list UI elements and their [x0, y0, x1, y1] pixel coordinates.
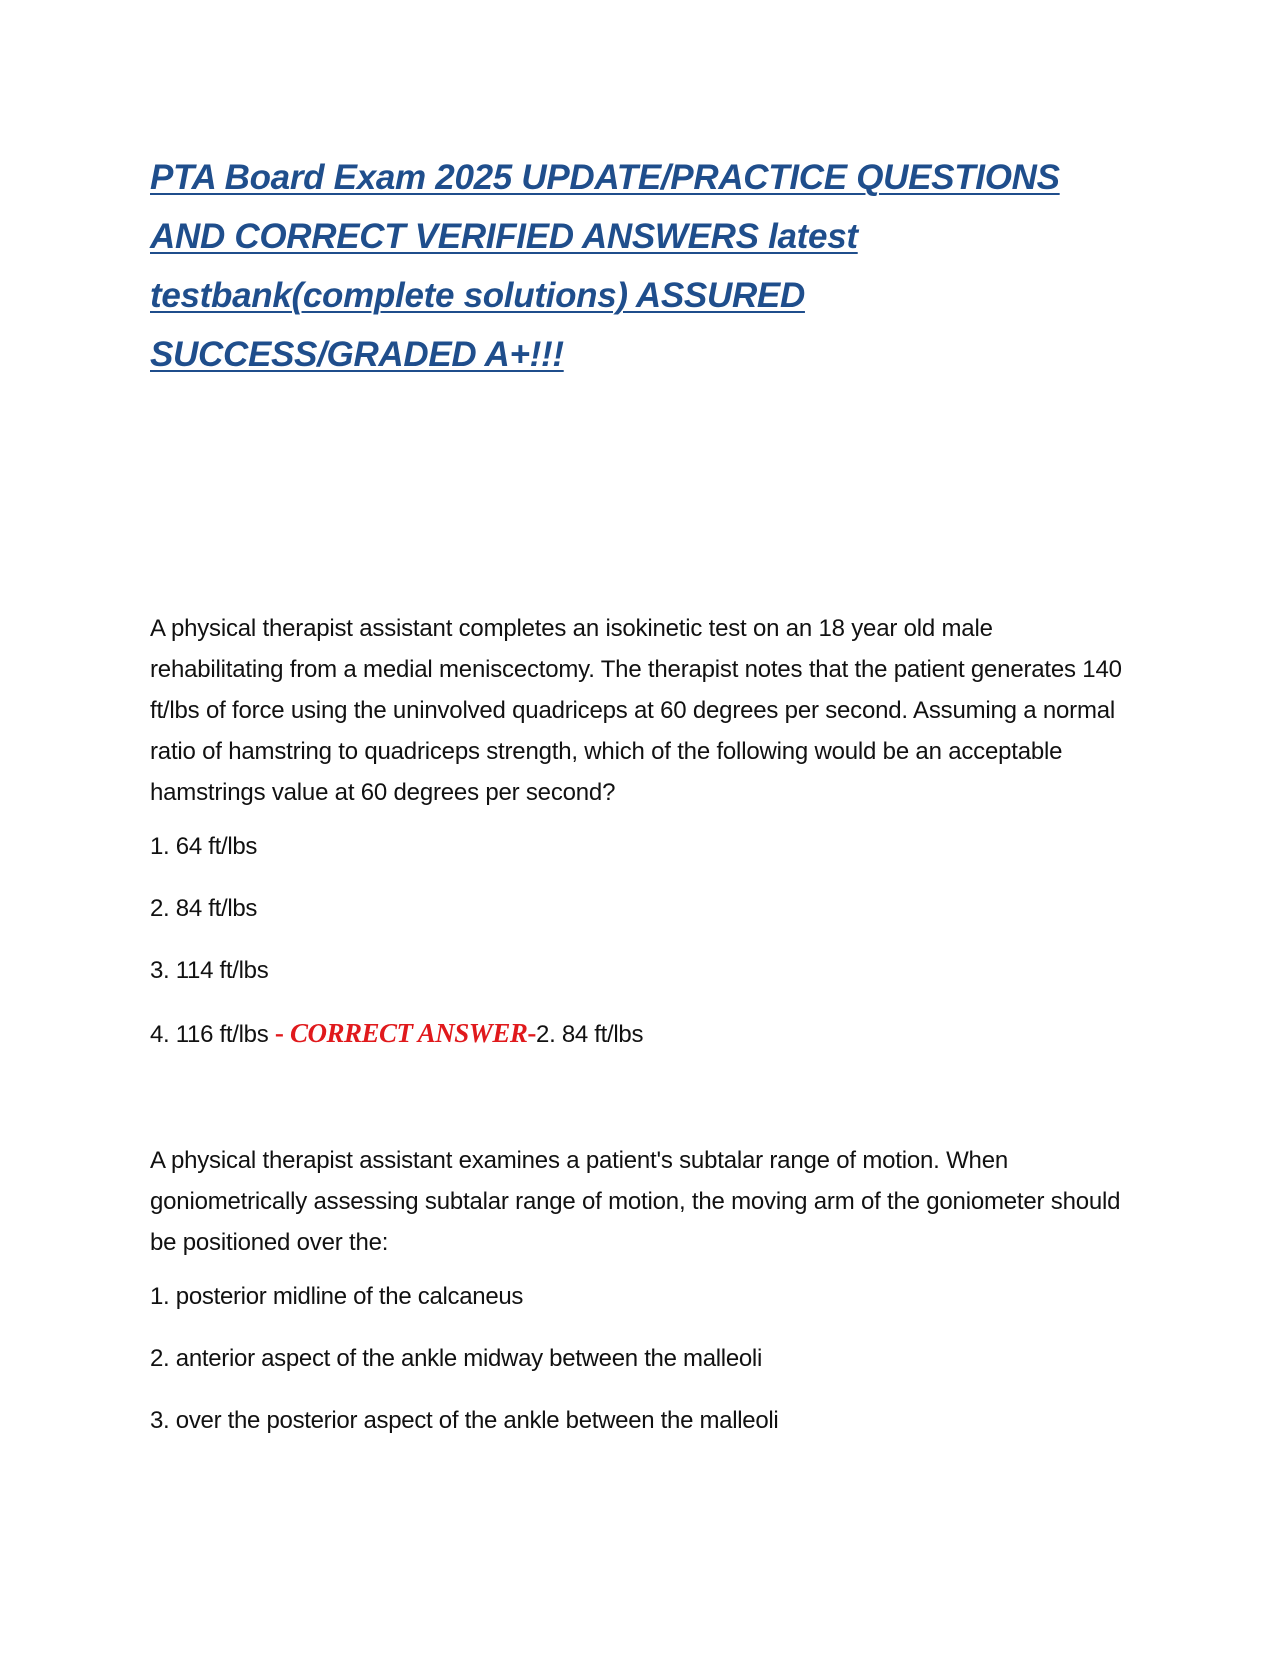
question-1-options	[150, 831, 1130, 1051]
question-1	[150, 608, 1130, 1051]
question-1-option-1: 1. 64 ft/lbs	[150, 833, 258, 860]
question-2-text: A physical therapist assistant examines a patient's subtalar range of motion. When goniometrically assessing subtalar range of motion, the moving arm of the goniometer should be positioned over the:	[150, 1147, 1121, 1256]
correct-answer-value: 2. 84 ft/lbs	[536, 1021, 644, 1048]
question-1-option-3: 3. 114 ft/lbs	[150, 957, 269, 984]
question-1-option-4	[150, 1017, 1130, 1051]
correct-answer-suffix: -	[527, 1018, 537, 1048]
question-2-options	[150, 1281, 1130, 1437]
question-2-option-3: 3. over the posterior aspect of the ankle between the malleoli	[150, 1407, 779, 1434]
document-title: PTA Board Exam 2025 UPDATE/PRACTICE QUESTIONS AND CORRECT VERIFIED ANSWERS latest testbank(complete solutions) ASSURED SUCCESS/GRADED A+!!!	[150, 158, 1060, 374]
question-1-option-4-text: 4. 116 ft/lbs	[150, 1021, 269, 1048]
question-1-text: A physical therapist assistant completes an isokinetic test on an 18 year old male rehabilitating from a medial meniscectomy. The therapist notes that the patient generates 140 ft/lbs of force using the uninvolved quadriceps at 60 degrees per second. Assuming a normal ratio of hamstring to quadriceps strength, which of the following would be an acceptable hamstrings value at 60 degrees per second?	[150, 615, 1122, 806]
question-2	[150, 1140, 1130, 1437]
correct-answer-label: CORRECT ANSWER	[290, 1018, 528, 1048]
question-2-option-1: 1. posterior midline of the calcaneus	[150, 1283, 524, 1310]
document-page	[150, 148, 1130, 1434]
correct-answer-prefix: -	[268, 1018, 290, 1048]
question-1-option-2: 2. 84 ft/lbs	[150, 895, 258, 922]
question-2-option-2: 2. anterior aspect of the ankle midway between the malleoli	[150, 1345, 762, 1372]
